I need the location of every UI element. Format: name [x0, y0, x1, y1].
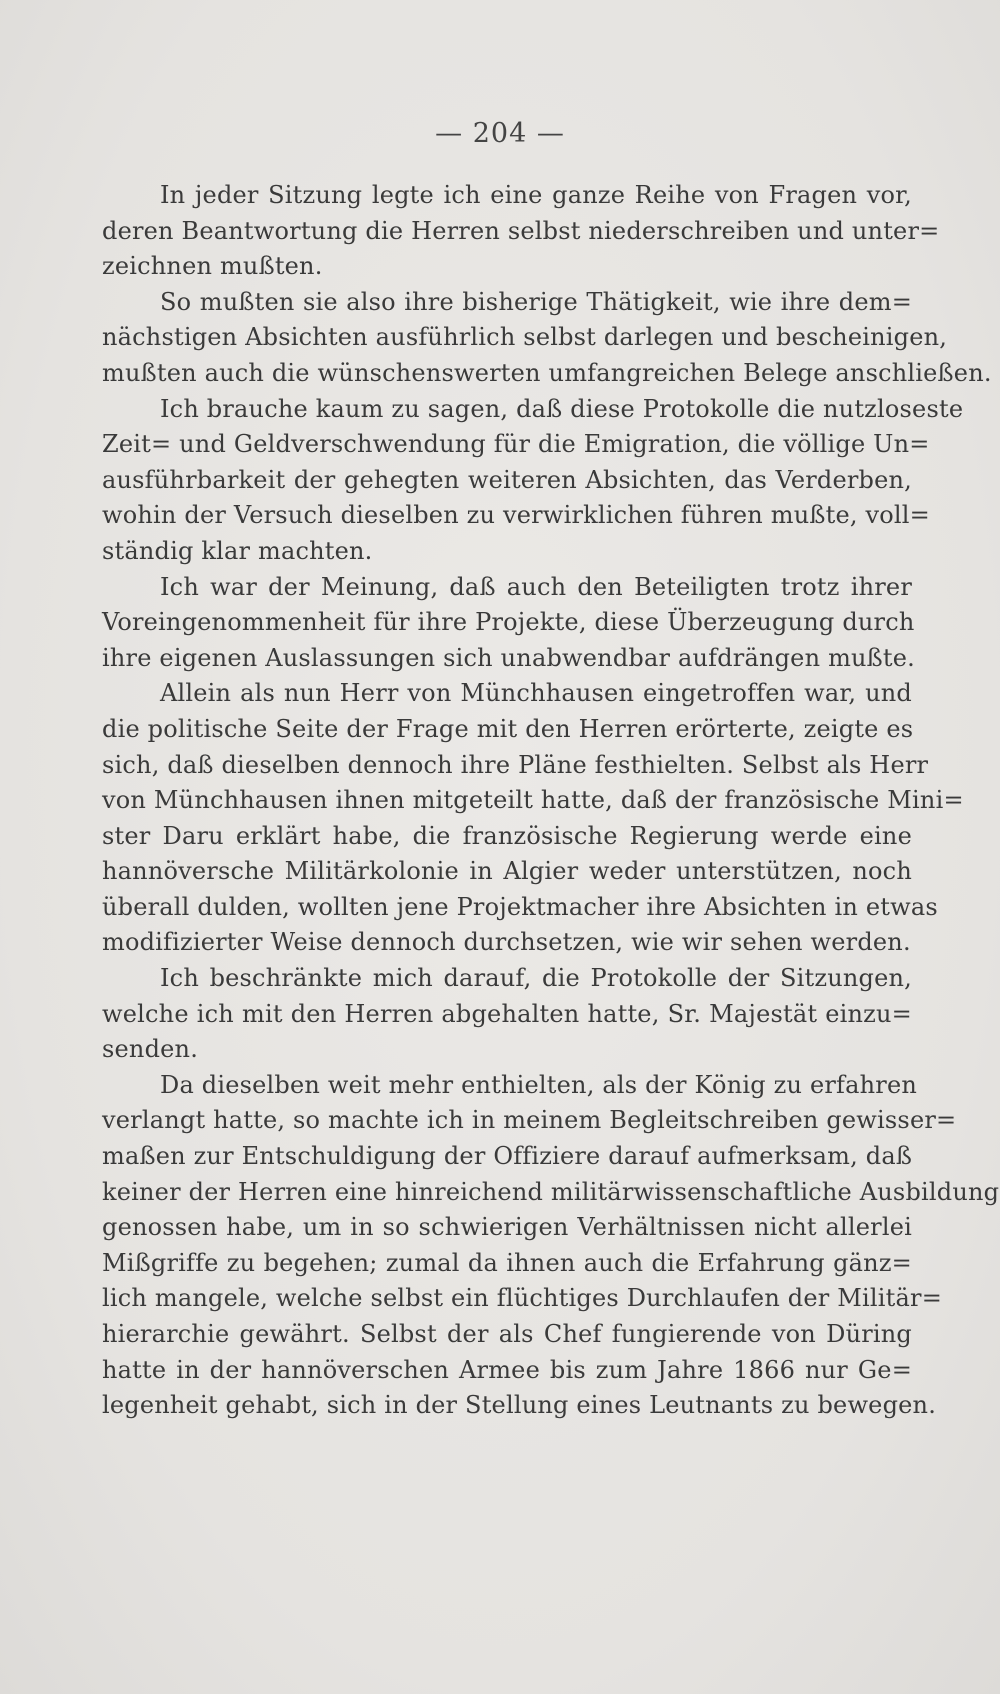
text-line: lich mangele, welche selbst ein flüchtiges Durchlaufen der Militär=: [102, 1284, 943, 1313]
text-line: hierarchie gewährt. Selbst der als Chef fungierende von Düring: [102, 1320, 912, 1348]
text-line: legenheit gehabt, sich in der Stellung eines Leutnants zu bewegen.: [102, 1391, 937, 1420]
text-line: ständig klar machten.: [102, 536, 373, 565]
text-line: überall dulden, wollten jene Projektmacher ihre Absichten in etwas: [102, 892, 938, 921]
text-line: Da dieselben weit mehr enthielten, als der König zu erfahren: [160, 1070, 918, 1099]
text-line: Mißgriffe zu begehen; zumal da ihnen auch die Erfahrung gänz=: [102, 1248, 912, 1277]
text-line: So mußten sie also ihre bisherige Thätigkeit, wie ihre dem=: [160, 287, 912, 316]
text-line: welche ich mit den Herren abgehalten hatte, Sr. Majestät einzu=: [102, 999, 912, 1028]
text-line: wohin der Versuch dieselben zu verwirklichen führen mußte, voll=: [102, 501, 930, 530]
text-line: senden.: [102, 1035, 199, 1064]
text-line: verlangt hatte, so machte ich in meinem Begleitschreiben gewisser=: [102, 1106, 957, 1135]
text-line: genossen habe, um in so schwierigen Verhältnissen nicht allerlei: [102, 1213, 912, 1242]
text-line: Voreingenommenheit für ihre Projekte, diese Überzeugung durch: [102, 608, 915, 637]
text-line: mußten auch die wünschenswerten umfangreichen Belege anschließen.: [102, 358, 992, 387]
text-line: zeichnen mußten.: [102, 252, 323, 281]
text-line: Ich brauche kaum zu sagen, daß diese Protokolle die nutzloseste: [160, 394, 964, 423]
text-line: Ich beschränkte mich darauf, die Protokolle der Sitzungen,: [160, 964, 912, 993]
text-line: keiner der Herren eine hinreichend militärwissenschaftliche Ausbildung: [102, 1177, 1000, 1206]
text-line: hannöversche Militärkolonie in Algier weder unterstützen, noch: [102, 857, 912, 886]
text-line: modifizierter Weise dennoch durchsetzen, wie wir sehen werden.: [102, 928, 911, 957]
page-number: — 204 —: [435, 118, 565, 149]
text-line: nächstigen Absichten ausführlich selbst darlegen und bescheinigen,: [102, 323, 948, 352]
text-line: Ich war der Meinung, daß auch den Beteiligten trotz ihrer: [160, 572, 912, 601]
text-line: von Münchhausen ihnen mitgeteilt hatte, daß der französische Mini=: [102, 786, 964, 815]
text-line: Allein als nun Herr von Münchhausen eingetroffen war, und: [160, 679, 912, 708]
text-line: ster Daru erklärt habe, die französische Regierung werde eine: [102, 821, 912, 850]
text-line: ihre eigenen Auslassungen sich unabwendbar aufdrängen mußte.: [102, 643, 915, 672]
text-line: die politische Seite der Frage mit den Herren erörterte, zeigte es: [102, 714, 914, 743]
body-text: [102, 178, 1000, 1424]
text-line: sich, daß dieselben dennoch ihre Pläne festhielten. Selbst als Herr: [102, 750, 929, 779]
text-line: ausführbarkeit der gehegten weiteren Absichten, das Verderben,: [102, 465, 912, 494]
text-line: In jeder Sitzung legte ich eine ganze Reihe von Fragen vor,: [160, 181, 912, 209]
text-line: hatte in der hannöverschen Armee bis zum Jahre 1866 nur Ge=: [102, 1355, 912, 1384]
text-line: deren Beantwortung die Herren selbst niederschreiben und unter=: [102, 216, 940, 245]
text-line: Zeit= und Geldverschwendung für die Emigration, die völlige Un=: [102, 430, 930, 459]
text-line: maßen zur Entschuldigung der Offiziere darauf aufmerksam, daß: [102, 1142, 913, 1171]
